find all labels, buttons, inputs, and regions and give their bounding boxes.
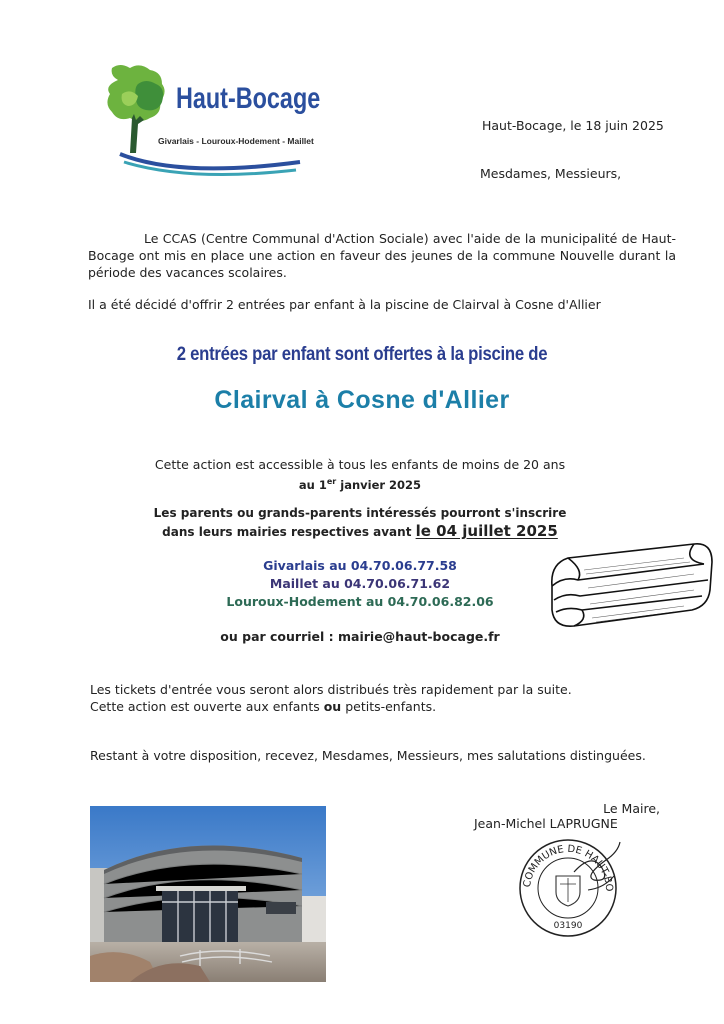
svg-text:COMMUNE DE HAUT-BOCAGE <box>514 832 614 892</box>
registration-line: Les parents ou grands-parents intéressés pourront s'inscrire <box>153 506 567 520</box>
logo-title: Haut-Bocage <box>176 81 321 115</box>
registration-text: dans leurs mairies respectives avant <box>162 525 416 539</box>
contact-email: ou par courriel : mairie@haut-bocage.fr <box>220 629 500 644</box>
eligibility-date <box>60 473 660 494</box>
closing-formula: Restant à votre disposition, recevez, Mesdames, Messieurs, mes salutations distinguées. <box>90 748 646 763</box>
logo-subtitle: Givarlais - Louroux-Hodement - Maillet <box>158 136 314 146</box>
stamp-postcode: 03190 <box>553 921 583 931</box>
intro-paragraph: Le CCAS (Centre Communal d'Action Sociale) avec l'aide de la municipalité de Haut-Bocage ont mis en place une action en faveur des jeunes de la commune Nouvelle durant la période des vacances scolaires. <box>88 231 676 280</box>
contact-louroux: Louroux-Hodement au 04.70.06.82.06 <box>226 594 494 609</box>
tickets-open-or: ou <box>323 699 342 714</box>
tickets-open-text: Cette action est ouverte aux enfants <box>90 699 324 714</box>
folded-towel-illustration <box>544 530 716 640</box>
signature-name: Jean-Michel LAPRUGNE <box>474 816 618 831</box>
mairie-stamp <box>514 832 622 940</box>
stamp-text: COMMUNE DE HAUT-BO <box>522 843 615 892</box>
tickets-open-line <box>90 698 690 715</box>
eligibility-date-sup: er <box>326 477 337 486</box>
contact-maillet: Maillet au 04.70.06.71.62 <box>269 576 451 591</box>
signature-title: Le Maire, <box>603 801 660 816</box>
haut-bocage-logo <box>100 58 321 183</box>
headline-offer: 2 entrées par enfant sont offertes à la piscine de <box>176 344 548 365</box>
contact-givarlais: Givarlais au 04.70.06.77.58 <box>263 558 457 573</box>
registration-deadline: le 04 juillet 2025 <box>415 522 558 540</box>
piscine-clairval-photo <box>90 806 326 982</box>
salutation: Mesdames, Messieurs, <box>480 166 622 181</box>
tickets-open-end: petits-enfants. <box>341 699 437 714</box>
eligibility-date-prefix: au 1 <box>298 477 327 492</box>
intro-decision: Il a été décidé d'offrir 2 entrées par enfant à la piscine de Clairval à Cosne d'Allier <box>88 297 601 312</box>
eligibility-date-suffix: janvier 2025 <box>336 477 422 492</box>
eligibility-line: Cette action est accessible à tous les enfants de moins de 20 ans <box>154 457 566 472</box>
place-and-date: Haut-Bocage, le 18 juin 2025 <box>482 118 664 133</box>
tickets-line: Les tickets d'entrée vous seront alors distribués très rapidement par la suite. <box>90 682 572 697</box>
headline-pool-name: Clairval à Cosne d'Allier <box>214 386 510 414</box>
